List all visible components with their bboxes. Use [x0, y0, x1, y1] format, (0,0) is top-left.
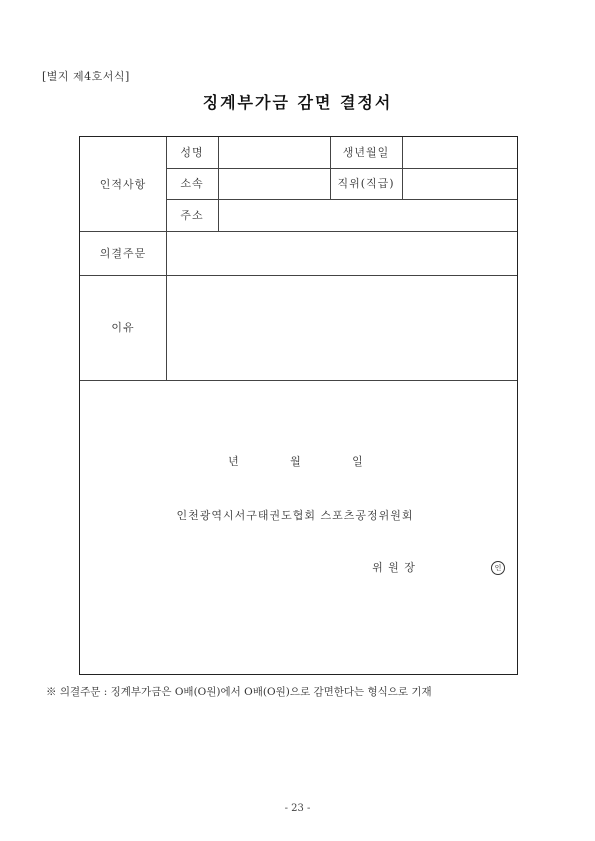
column-divider [218, 137, 219, 231]
position-label: 직위(직급) [337, 177, 395, 190]
column-divider [166, 137, 167, 380]
document-title: 징계부가금 감면 결정서 [202, 93, 393, 112]
row-divider [80, 275, 517, 276]
footnote: ※ 의결주문 : 징계부가금은 O배(O원)에서 O배(O원)으로 감면한다는 형식으로 기재 [46, 686, 432, 698]
month-label: 월 [290, 455, 302, 468]
row-divider [80, 231, 517, 232]
seal-mark: 인 [491, 561, 505, 575]
column-divider [402, 137, 403, 199]
row-divider [80, 380, 517, 381]
column-divider [330, 137, 331, 199]
reason-label: 이유 [111, 321, 135, 334]
committee-name: 인천광역시서구태권도협회 스포츠공정위원회 [176, 509, 414, 522]
affiliation-label: 소속 [180, 177, 204, 190]
address-label: 주소 [180, 209, 204, 222]
birthdate-label: 생년월일 [342, 146, 390, 159]
form-code: [별지 제4호서식] [42, 70, 130, 83]
day-label: 일 [352, 455, 364, 468]
decision-label: 의결주문 [99, 247, 147, 260]
page-number: - 23 - [284, 803, 311, 814]
decision-form-table [79, 136, 518, 675]
personal-info-label: 인적사항 [99, 178, 147, 191]
year-label: 년 [228, 455, 240, 468]
chairman-label: 위 원 장 [372, 561, 416, 574]
name-label: 성명 [180, 146, 204, 159]
